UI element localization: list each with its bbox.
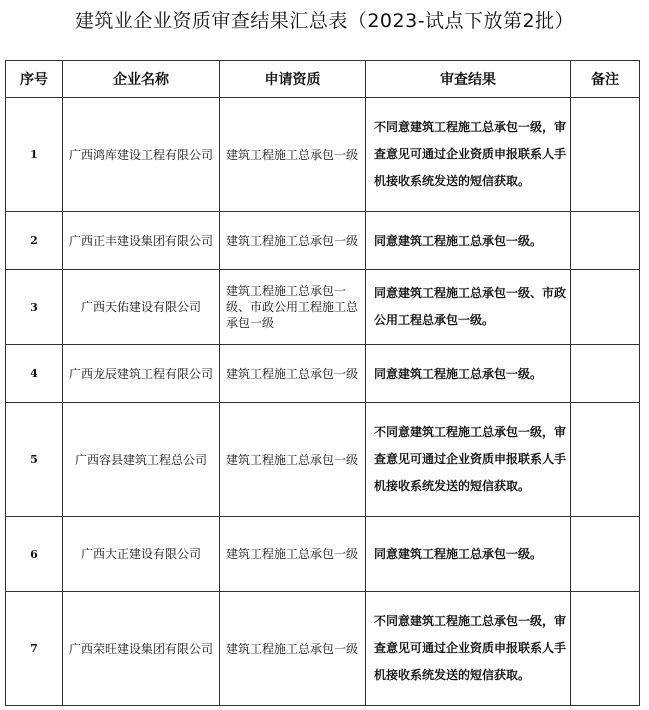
header-remark: 备注 bbox=[571, 61, 640, 98]
row-no: 7 bbox=[6, 592, 63, 706]
review-result: 同意建筑工程施工总承包一级。 bbox=[366, 212, 571, 270]
results-table bbox=[5, 60, 640, 706]
qualification: 建筑工程施工总承包一级 bbox=[220, 98, 366, 212]
company-name: 广西鸿库建设工程有限公司 bbox=[63, 98, 220, 212]
qualification: 建筑工程施工总承包一级 bbox=[220, 517, 366, 592]
row-no: 6 bbox=[6, 517, 63, 592]
review-result: 同意建筑工程施工总承包一级、市政公用工程总承包一级。 bbox=[366, 270, 571, 345]
row-no: 4 bbox=[6, 345, 63, 403]
qualification: 建筑工程施工总承包一级、市政公用工程施工总承包一级 bbox=[220, 270, 366, 345]
review-result: 同意建筑工程施工总承包一级。 bbox=[366, 517, 571, 592]
table-row bbox=[6, 345, 640, 403]
company-name: 广西龙辰建筑工程有限公司 bbox=[63, 345, 220, 403]
company-name: 广西荣旺建设集团有限公司 bbox=[63, 592, 220, 706]
remark bbox=[571, 345, 640, 403]
row-no: 1 bbox=[6, 98, 63, 212]
header-qualification: 申请资质 bbox=[220, 61, 366, 98]
company-name: 广西正丰建设集团有限公司 bbox=[63, 212, 220, 270]
remark bbox=[571, 212, 640, 270]
table-row bbox=[6, 270, 640, 345]
header-result: 审查结果 bbox=[366, 61, 571, 98]
table-row bbox=[6, 517, 640, 592]
qualification: 建筑工程施工总承包一级 bbox=[220, 345, 366, 403]
header-no: 序号 bbox=[6, 61, 63, 98]
review-result: 不同意建筑工程施工总承包一级，审查意见可通过企业资质申报联系人手机接收系统发送的短信获取。 bbox=[366, 403, 571, 517]
remark bbox=[571, 592, 640, 706]
row-no: 2 bbox=[6, 212, 63, 270]
header-row bbox=[6, 61, 640, 98]
remark bbox=[571, 98, 640, 212]
table-row bbox=[6, 212, 640, 270]
table-row bbox=[6, 403, 640, 517]
remark bbox=[571, 517, 640, 592]
page-title: 建筑业企业资质审查结果汇总表（2023-试点下放第2批） bbox=[74, 10, 575, 32]
row-no: 5 bbox=[6, 403, 63, 517]
header-company: 企业名称 bbox=[63, 61, 220, 98]
company-name: 广西大正建设有限公司 bbox=[63, 517, 220, 592]
table-row bbox=[6, 592, 640, 706]
qualification: 建筑工程施工总承包一级 bbox=[220, 212, 366, 270]
qualification: 建筑工程施工总承包一级 bbox=[220, 592, 366, 706]
remark bbox=[571, 270, 640, 345]
remark bbox=[571, 403, 640, 517]
company-name: 广西容县建筑工程总公司 bbox=[63, 403, 220, 517]
company-name: 广西天佑建设有限公司 bbox=[63, 270, 220, 345]
review-result: 不同意建筑工程施工总承包一级，审查意见可通过企业资质申报联系人手机接收系统发送的短信获取。 bbox=[366, 98, 571, 212]
qualification: 建筑工程施工总承包一级 bbox=[220, 403, 366, 517]
row-no: 3 bbox=[6, 270, 63, 345]
table-row bbox=[6, 98, 640, 212]
review-result: 同意建筑工程施工总承包一级。 bbox=[366, 345, 571, 403]
review-result: 不同意建筑工程施工总承包一级，审查意见可通过企业资质申报联系人手机接收系统发送的短信获取。 bbox=[366, 592, 571, 706]
